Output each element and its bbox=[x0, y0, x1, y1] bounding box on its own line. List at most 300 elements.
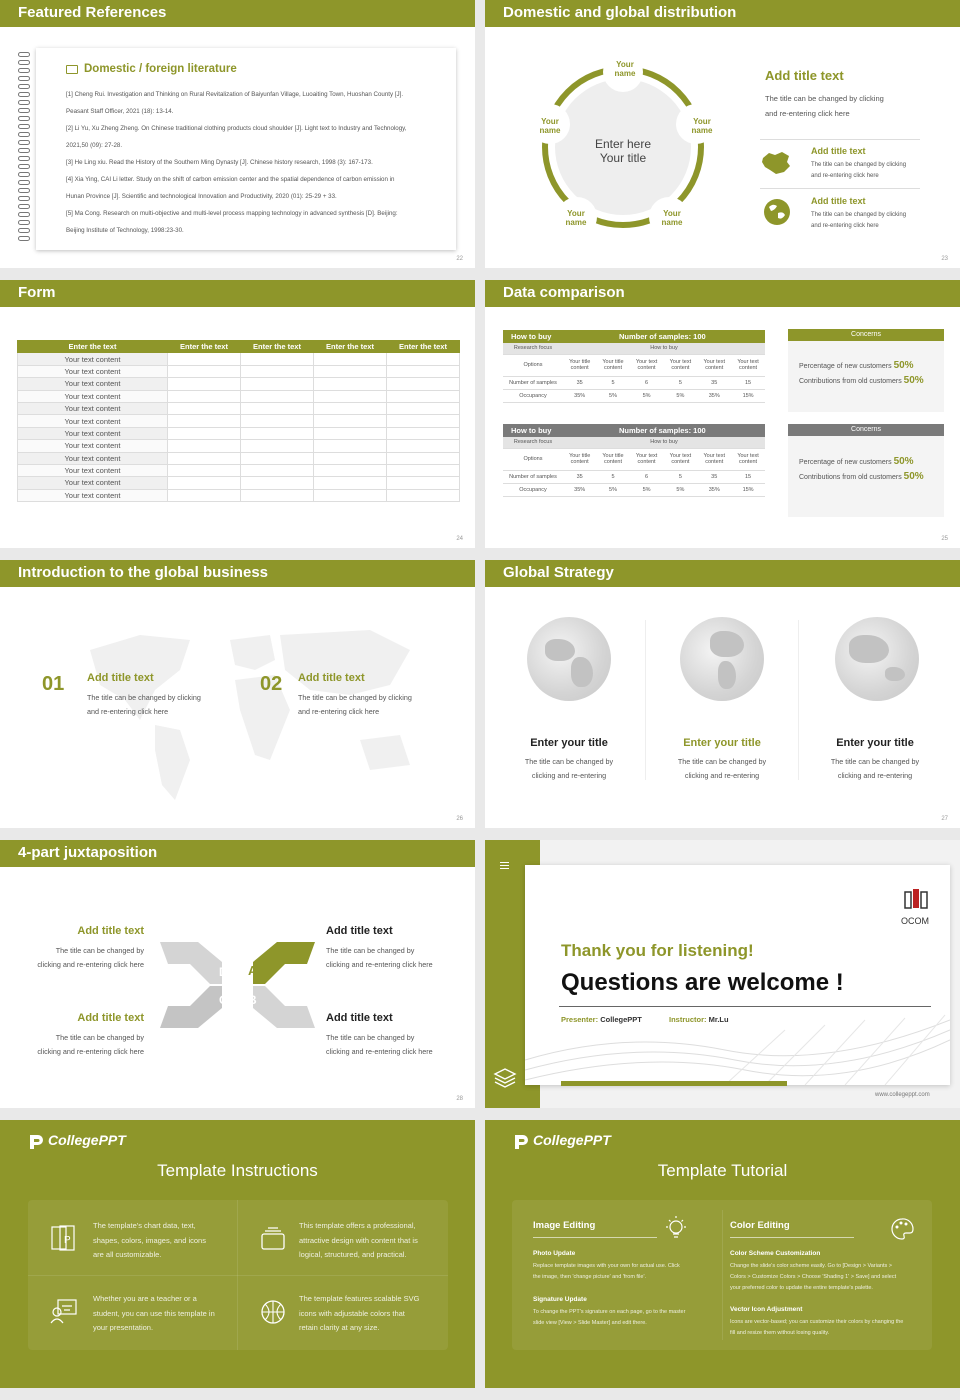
table-row bbox=[18, 464, 460, 476]
instruction-text bbox=[299, 1219, 418, 1263]
instructor-name: Mr.Lu bbox=[708, 1015, 729, 1024]
cell bbox=[563, 448, 596, 470]
copy-icon bbox=[260, 1227, 286, 1251]
brand-name: CollegePPT bbox=[533, 1132, 611, 1148]
node-label-line: name bbox=[691, 126, 713, 135]
table-cell[interactable] bbox=[387, 440, 460, 452]
column-header: Enter the text bbox=[387, 341, 460, 353]
cell-line: content bbox=[671, 459, 690, 465]
cell-line: content bbox=[570, 365, 589, 371]
comparison-table-a bbox=[503, 330, 765, 403]
page-number: 25 bbox=[941, 536, 948, 542]
table-cell[interactable] bbox=[168, 440, 241, 452]
item-desc bbox=[815, 755, 935, 783]
concerns-title-bar bbox=[788, 329, 944, 341]
slide-header: Domestic and global distribution bbox=[485, 0, 960, 27]
cell: 5% bbox=[663, 483, 697, 496]
section-heading: Color Editing bbox=[730, 1220, 790, 1231]
teacher-icon bbox=[50, 1298, 78, 1324]
cell-line: Your title bbox=[602, 359, 624, 365]
letter-d: D bbox=[219, 965, 228, 979]
item-desc bbox=[326, 1031, 433, 1059]
table-cell[interactable] bbox=[241, 464, 314, 476]
desc-line: The title can be changed by bbox=[524, 757, 614, 766]
table-cell[interactable] bbox=[314, 464, 387, 476]
globe-image bbox=[680, 617, 764, 701]
table-title-samples: Number of samples: 100 bbox=[619, 332, 706, 341]
old-customers-row bbox=[799, 471, 924, 482]
table-cell[interactable] bbox=[314, 427, 387, 439]
slide-23 bbox=[485, 0, 960, 268]
slide-header: Form bbox=[0, 280, 475, 307]
table-cell[interactable] bbox=[241, 477, 314, 489]
table-cell[interactable] bbox=[314, 415, 387, 427]
node-label-line: Your bbox=[663, 209, 681, 218]
data-table bbox=[503, 343, 765, 403]
divider-vertical bbox=[798, 620, 799, 780]
concerns-box-b bbox=[788, 424, 944, 517]
text-line: student, you can use this template in bbox=[93, 1308, 215, 1318]
table-cell[interactable]: Your text content bbox=[18, 477, 168, 489]
item-desc bbox=[811, 210, 906, 232]
side-desc bbox=[765, 91, 884, 121]
center-line: Your title bbox=[599, 151, 647, 165]
column-header: Enter the text bbox=[241, 341, 314, 353]
desc-line: The title can be changed by clicking bbox=[811, 212, 907, 218]
desc-line: clicking and re-entering bbox=[531, 771, 607, 780]
table-cell[interactable] bbox=[168, 452, 241, 464]
table-cell[interactable] bbox=[314, 477, 387, 489]
cell: 6 bbox=[630, 376, 664, 389]
cell bbox=[663, 448, 697, 470]
svg-text:P: P bbox=[64, 1235, 71, 1246]
questions-text: Questions are welcome ! bbox=[561, 969, 844, 996]
heading-underline bbox=[730, 1237, 854, 1238]
instructor-line bbox=[669, 1015, 729, 1024]
collegeppt-logo-icon bbox=[27, 1133, 45, 1151]
text-line: Replace template images with your own for actual use. Click bbox=[533, 1263, 680, 1269]
table-title-bar bbox=[503, 424, 765, 437]
table-cell[interactable] bbox=[241, 440, 314, 452]
table-cell[interactable]: Your text content bbox=[18, 427, 168, 439]
table-cell[interactable] bbox=[387, 402, 460, 414]
letter-a: A bbox=[248, 963, 258, 978]
cell bbox=[630, 448, 664, 470]
menu-icon bbox=[500, 862, 509, 869]
cell: 5 bbox=[596, 376, 629, 389]
table-cell[interactable] bbox=[314, 402, 387, 414]
section-title: Domestic / foreign literature bbox=[84, 63, 237, 75]
table-row bbox=[18, 365, 460, 377]
node-label-line: Your bbox=[541, 117, 559, 126]
subheading: Vector Icon Adjustment bbox=[730, 1306, 803, 1313]
concerns-title-bar bbox=[788, 424, 944, 436]
cell-line: Your text bbox=[669, 359, 692, 365]
item-title: Add title text bbox=[326, 925, 393, 937]
desc-line: clicking and re-entering bbox=[837, 771, 913, 780]
cell: 35 bbox=[697, 376, 731, 389]
cell: 35% bbox=[697, 483, 731, 496]
cell-line: content bbox=[671, 365, 690, 371]
table-cell[interactable] bbox=[241, 489, 314, 501]
layers-icon bbox=[493, 1067, 517, 1089]
cell: 5 bbox=[663, 470, 697, 483]
text-line: Colors > Customize Colors > Choose 'Shading 1' > Save] and select bbox=[730, 1274, 897, 1280]
cell-line: Your title bbox=[569, 453, 591, 459]
heading-underline bbox=[533, 1237, 657, 1238]
table-cell[interactable] bbox=[241, 390, 314, 402]
table-title-bar bbox=[503, 330, 765, 343]
cell-line: content bbox=[739, 365, 758, 371]
text-line: your preferred color to update the entire template's palette. bbox=[730, 1285, 873, 1291]
table-cell[interactable] bbox=[168, 489, 241, 501]
concerns-title: Concerns bbox=[851, 331, 881, 338]
table-cell[interactable] bbox=[314, 378, 387, 390]
text-line: your presentation. bbox=[93, 1323, 154, 1332]
divider-vertical bbox=[645, 620, 646, 780]
column-header: Enter the text bbox=[168, 341, 241, 353]
table-cell[interactable]: Your text content bbox=[18, 353, 168, 365]
table-cell[interactable] bbox=[387, 390, 460, 402]
basketball-icon bbox=[260, 1299, 286, 1325]
cell: Options bbox=[503, 354, 563, 376]
subheading: Signature Update bbox=[533, 1296, 587, 1303]
item-title: Add title text bbox=[87, 672, 154, 684]
table-cell[interactable] bbox=[168, 365, 241, 377]
item-title: Add title text bbox=[77, 925, 144, 937]
slide-24 bbox=[0, 280, 475, 548]
slide-header: 4-part juxtaposition bbox=[0, 840, 475, 867]
table-cell[interactable]: Your text content bbox=[18, 390, 168, 402]
presenter-label: Presenter: bbox=[561, 1015, 599, 1024]
table-cell[interactable]: Your text content bbox=[18, 415, 168, 427]
reference-line: 2021,50 (09): 27-28. bbox=[66, 142, 123, 149]
cell bbox=[596, 448, 629, 470]
table-cell[interactable] bbox=[387, 489, 460, 501]
table-cell[interactable]: Your text content bbox=[18, 452, 168, 464]
desc-line: and re-entering click here bbox=[811, 223, 879, 229]
node-label-bottom-right bbox=[652, 209, 692, 227]
desc-line: clicking and re-entering click here bbox=[37, 1047, 144, 1056]
table-cell[interactable] bbox=[314, 353, 387, 365]
cell: 5 bbox=[663, 376, 697, 389]
desc-line: The title can be changed by bbox=[55, 946, 144, 955]
table-cell[interactable] bbox=[241, 415, 314, 427]
row-value: 50% bbox=[893, 456, 914, 467]
page-number: 22 bbox=[456, 256, 463, 262]
cell-line: Your text bbox=[669, 453, 692, 459]
body-text bbox=[730, 1317, 903, 1339]
node-label-line: Your bbox=[693, 117, 711, 126]
item-title: Enter your title bbox=[530, 737, 608, 749]
table-cell[interactable] bbox=[168, 390, 241, 402]
cell-line: content bbox=[603, 459, 623, 465]
table-cell[interactable] bbox=[168, 353, 241, 365]
table-cell[interactable]: Your text content bbox=[18, 378, 168, 390]
slide-28 bbox=[0, 840, 475, 1108]
cell: 35 bbox=[563, 470, 596, 483]
table-cell[interactable] bbox=[314, 452, 387, 464]
center-line: Enter here bbox=[594, 137, 652, 151]
instruction-text bbox=[299, 1292, 419, 1336]
table-cell[interactable] bbox=[241, 402, 314, 414]
column-header: Enter the text bbox=[314, 341, 387, 353]
table-cell[interactable] bbox=[168, 477, 241, 489]
table-cell[interactable] bbox=[168, 378, 241, 390]
desc-line: clicking and re-entering click here bbox=[37, 960, 144, 969]
item-title: Add title text bbox=[811, 196, 866, 206]
column-header: Enter the text bbox=[18, 341, 168, 353]
item-title: Enter your title bbox=[683, 737, 761, 749]
table-cell[interactable] bbox=[168, 415, 241, 427]
text-line: Change the slide's color scheme easily. Go to [Design > Variants > bbox=[730, 1263, 892, 1269]
table-cell[interactable]: Your text content bbox=[18, 365, 168, 377]
palette-icon bbox=[889, 1217, 915, 1241]
center-title bbox=[573, 137, 673, 165]
divider bbox=[760, 188, 920, 189]
cell: 5% bbox=[630, 389, 664, 402]
table-row bbox=[18, 440, 460, 452]
table-cell[interactable] bbox=[168, 427, 241, 439]
lightbulb-icon bbox=[663, 1215, 689, 1243]
item-title: Add title text bbox=[77, 1012, 144, 1024]
item-number: 01 bbox=[42, 673, 65, 695]
desc-line: The title can be changed by bbox=[830, 757, 920, 766]
cell-line: content bbox=[603, 365, 623, 371]
text-line: This template offers a professional, bbox=[299, 1221, 416, 1230]
divider bbox=[760, 139, 920, 140]
section-heading: Image Editing bbox=[533, 1220, 596, 1231]
table-cell[interactable]: Your text content bbox=[18, 402, 168, 414]
reference-line: Peasant Staff Officer, 2021 (18): 13-14. bbox=[66, 108, 174, 115]
instruction-text bbox=[93, 1219, 206, 1263]
text-line: To change the PPT's signature on each page, go to the master bbox=[533, 1309, 686, 1315]
table-cell[interactable] bbox=[387, 427, 460, 439]
desc-line: clicking and re-entering bbox=[684, 771, 760, 780]
table-cell[interactable] bbox=[387, 378, 460, 390]
table-title: How to buy bbox=[511, 426, 552, 435]
cell: 5% bbox=[663, 389, 697, 402]
node-label-line: name bbox=[565, 218, 587, 227]
item-desc bbox=[87, 691, 201, 719]
desc-line: The title can be changed by bbox=[677, 757, 767, 766]
cell-line: content bbox=[637, 459, 656, 465]
slide-26 bbox=[0, 560, 475, 828]
row-value: 50% bbox=[903, 471, 924, 482]
item-desc bbox=[20, 944, 144, 972]
presenter-name: CollegePPT bbox=[600, 1015, 642, 1024]
reference-line: Beijing Institute of Technology, 1998:23-30. bbox=[66, 227, 184, 234]
node-label-line: Your bbox=[616, 60, 634, 69]
text-line: slide view [View > Slide Master] and edit there. bbox=[533, 1320, 647, 1326]
item-number: 02 bbox=[260, 673, 283, 695]
cell: Number of samples bbox=[503, 376, 563, 389]
cell: 15% bbox=[731, 483, 765, 496]
cell bbox=[663, 354, 697, 376]
desc-line: The title can be changed by clicking bbox=[87, 693, 201, 702]
instruction-text bbox=[93, 1292, 215, 1336]
slide-25 bbox=[485, 280, 960, 548]
slide-header: Global Strategy bbox=[485, 560, 960, 587]
table-cell[interactable] bbox=[387, 353, 460, 365]
table-cell[interactable] bbox=[387, 452, 460, 464]
cell-line: Your title bbox=[569, 359, 591, 365]
table-row bbox=[18, 402, 460, 414]
cell bbox=[630, 354, 664, 376]
wave-mesh-background bbox=[525, 990, 950, 1085]
text-line: icons with adjustable colors that bbox=[299, 1308, 405, 1318]
item-title: Add title text bbox=[298, 672, 365, 684]
table-cell[interactable] bbox=[387, 464, 460, 476]
table-cell[interactable] bbox=[314, 489, 387, 501]
table-row bbox=[18, 415, 460, 427]
cell-line: content bbox=[570, 459, 589, 465]
cell: 6 bbox=[630, 470, 664, 483]
cell: 35% bbox=[563, 389, 596, 402]
slide-title: Template Tutorial bbox=[657, 1161, 788, 1180]
text-line: are all customizable. bbox=[93, 1250, 162, 1259]
table-cell[interactable] bbox=[314, 365, 387, 377]
cell-line: Your text bbox=[703, 359, 725, 365]
reference-line: [5] Ma Cong. Research on multi-objective and multi-level process mapping technology in advanced synthesis [D]. Beijing: bbox=[66, 210, 398, 217]
cell bbox=[731, 354, 765, 376]
cell bbox=[596, 354, 629, 376]
text-line: logical, structured, and practical. bbox=[299, 1250, 407, 1259]
node-label-line: name bbox=[539, 126, 561, 135]
cell: 5 bbox=[596, 470, 629, 483]
row-label: Contributions from old customers bbox=[799, 474, 902, 481]
slide-30 bbox=[0, 1120, 475, 1388]
table-row bbox=[18, 489, 460, 501]
table-cell[interactable] bbox=[241, 365, 314, 377]
table-cell[interactable]: Your text content bbox=[18, 440, 168, 452]
subheading: Photo Update bbox=[533, 1250, 576, 1257]
cell: 35 bbox=[697, 470, 731, 483]
node-label-line: Your bbox=[567, 209, 585, 218]
desc-line: and re-entering click here bbox=[298, 707, 380, 716]
table-cell[interactable] bbox=[314, 440, 387, 452]
brand-name: CollegePPT bbox=[48, 1132, 126, 1148]
slide-header: Featured References bbox=[0, 0, 475, 27]
cell: 35% bbox=[563, 483, 596, 496]
table-cell[interactable] bbox=[314, 390, 387, 402]
table-row bbox=[18, 477, 460, 489]
notebook-rings bbox=[18, 52, 38, 247]
cell: 5% bbox=[630, 483, 664, 496]
item-desc bbox=[662, 755, 782, 783]
node-label-line: name bbox=[614, 69, 636, 78]
text-line: The template's chart data, text, bbox=[93, 1221, 196, 1230]
cell: Occupancy bbox=[503, 389, 563, 402]
side-title: Add title text bbox=[765, 68, 844, 83]
text-line: The template features scalable SVG bbox=[299, 1294, 420, 1303]
globe-image bbox=[835, 617, 919, 701]
item-desc bbox=[811, 160, 906, 182]
desc-line: clicking and re-entering click here bbox=[326, 960, 433, 969]
page-number: 28 bbox=[456, 1096, 463, 1102]
table-row bbox=[18, 378, 460, 390]
table-cell[interactable] bbox=[241, 353, 314, 365]
reference-list bbox=[66, 86, 451, 239]
item-desc bbox=[509, 755, 629, 783]
reference-line: [4] Xia Ying, CAI Li letter. Study on the shift of carbon emission center and the spatial dependence of carbon emission in bbox=[66, 176, 395, 183]
reference-line: [3] He Ling xiu. Read the History of the Southern Ming Dynasty [J]. Chinese history research, 1998 (3): 167-173. bbox=[66, 159, 373, 166]
table-cell[interactable] bbox=[168, 402, 241, 414]
table-row bbox=[18, 353, 460, 365]
page-number: 26 bbox=[456, 816, 463, 822]
letter-b: B bbox=[248, 993, 257, 1007]
collegeppt-logo-icon bbox=[512, 1133, 530, 1151]
row-label: Contributions from old customers bbox=[799, 378, 902, 385]
cell: Research focus bbox=[503, 343, 563, 354]
item-desc bbox=[20, 1031, 144, 1059]
table-cell[interactable] bbox=[241, 378, 314, 390]
reference-line: Hunan Province [J]. Scientific and technological Innovation and Productivity, 2020 (01): 25-29 + 33. bbox=[66, 193, 337, 200]
page-number: 27 bbox=[941, 816, 948, 822]
subheading: Color Scheme Customization bbox=[730, 1250, 821, 1257]
cell-line: Your text bbox=[635, 359, 658, 365]
cell bbox=[697, 354, 731, 376]
page-number: 24 bbox=[456, 536, 463, 542]
cell-line: content bbox=[705, 459, 724, 465]
document-icon bbox=[50, 1224, 76, 1252]
desc-line: The title can be changed by clicking bbox=[298, 693, 412, 702]
table-cell[interactable]: Your text content bbox=[18, 489, 168, 501]
desc-line: clicking and re-entering click here bbox=[326, 1047, 433, 1056]
cell: Options bbox=[503, 448, 563, 470]
desc-line: The title can be changed by clicking bbox=[811, 162, 907, 168]
table-cell[interactable] bbox=[241, 427, 314, 439]
ocom-logo-icon bbox=[903, 888, 931, 910]
node-label-line: name bbox=[661, 218, 683, 227]
table-cell[interactable] bbox=[241, 452, 314, 464]
cell-line: Your text bbox=[635, 453, 658, 459]
cell-line: content bbox=[705, 365, 724, 371]
table-cell[interactable] bbox=[387, 415, 460, 427]
old-customers-row bbox=[799, 375, 924, 386]
cell bbox=[731, 448, 765, 470]
cell bbox=[563, 354, 596, 376]
concerns-box-a bbox=[788, 329, 944, 412]
desc-line: The title can be changed by clicking bbox=[765, 94, 884, 103]
table-cell[interactable] bbox=[387, 365, 460, 377]
cell-line: Your title bbox=[602, 453, 624, 459]
slide-header: Introduction to the global business bbox=[0, 560, 475, 587]
logo-text: OCOM bbox=[901, 916, 929, 926]
comparison-table-b bbox=[503, 424, 765, 497]
website-url[interactable]: www.collegeppt.com bbox=[875, 1092, 930, 1098]
table-cell[interactable] bbox=[387, 477, 460, 489]
desc-line: and re-entering click here bbox=[87, 707, 169, 716]
body-text bbox=[533, 1261, 680, 1283]
desc-line: The title can be changed by bbox=[55, 1033, 144, 1042]
cell: 5% bbox=[596, 483, 629, 496]
node-label-left bbox=[530, 117, 570, 135]
table-cell[interactable]: Your text content bbox=[18, 464, 168, 476]
body-text bbox=[533, 1307, 685, 1329]
reference-line: [2] Li Yu, Xu Zheng Zheng. On Chinese traditional clothing products cloud shoulder [J]. Light text to Industry and Technology, bbox=[66, 125, 407, 132]
cell: 15 bbox=[731, 376, 765, 389]
row-value: 50% bbox=[893, 360, 914, 371]
cell: How to buy bbox=[563, 437, 765, 448]
item-desc bbox=[326, 944, 433, 972]
table-cell[interactable] bbox=[168, 464, 241, 476]
cell: 35% bbox=[697, 389, 731, 402]
node-label-bottom-left bbox=[556, 209, 596, 227]
row-value: 50% bbox=[903, 375, 924, 386]
cell: 15% bbox=[731, 389, 765, 402]
globe-image bbox=[527, 617, 611, 701]
